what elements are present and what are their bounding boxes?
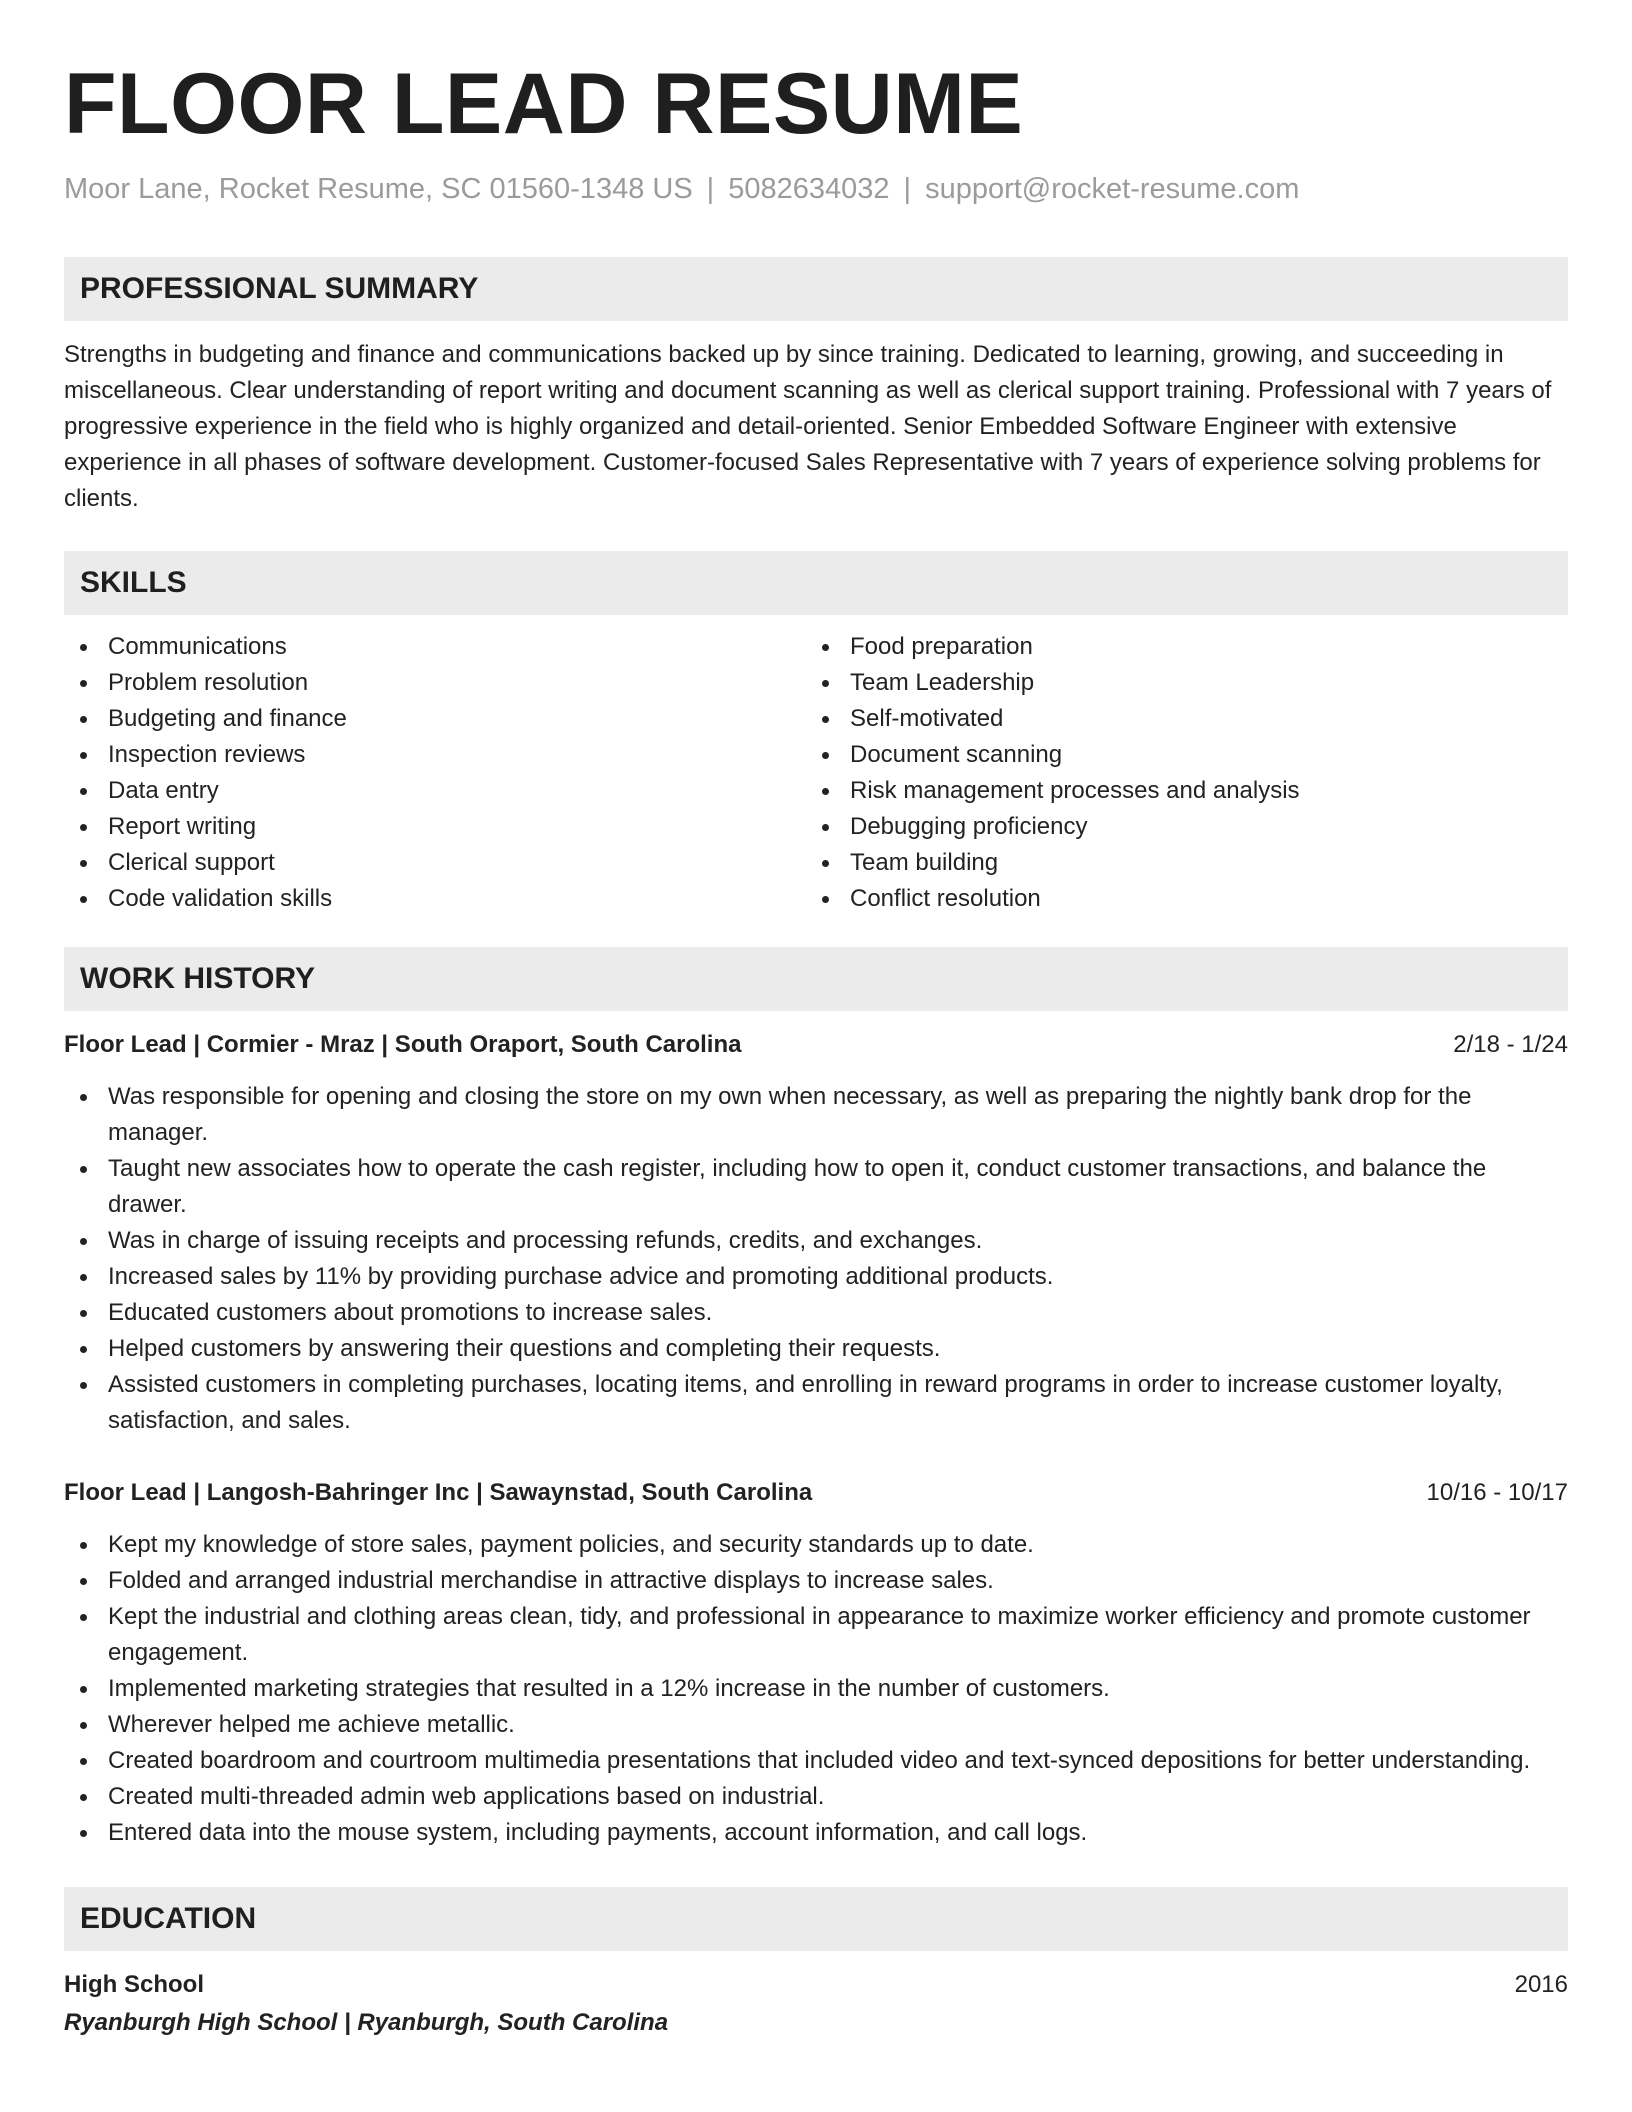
job-header xyxy=(64,1475,1568,1511)
section-heading-education: EDUCATION xyxy=(64,1887,1568,1951)
skill-item: Communications xyxy=(64,629,806,665)
education-school: Ryanburgh High School | Ryanburgh, South Carolina xyxy=(64,2009,669,2036)
contact-address: Moor Lane, Rocket Resume, SC 01560-1348 US xyxy=(64,173,693,205)
job-bullet: Educated customers about promotions to increase sales. xyxy=(64,1295,1568,1331)
job-bullet: Helped customers by answering their questions and completing their requests. xyxy=(64,1331,1568,1367)
job-bullet: Wherever helped me achieve metallic. xyxy=(64,1707,1568,1743)
job-bullet: Taught new associates how to operate the cash register, including how to open it, conduct customer transactions, and balance the drawer. xyxy=(64,1151,1568,1223)
contact-line xyxy=(64,171,1568,207)
section-heading-skills: SKILLS xyxy=(64,551,1568,615)
job-bullet: Was in charge of issuing receipts and processing refunds, credits, and exchanges. xyxy=(64,1223,1568,1259)
contact-separator: | xyxy=(903,173,912,205)
contact-separator: | xyxy=(706,173,715,205)
job-bullet: Increased sales by 11% by providing purchase advice and promoting additional products. xyxy=(64,1259,1568,1295)
skills-list xyxy=(64,629,1568,917)
job-title: Floor Lead | Cormier - Mraz | South Oraport, South Carolina xyxy=(64,1031,742,1058)
resume-page xyxy=(64,0,1568,2041)
job-bullet: Implemented marketing strategies that resulted in a 12% increase in the number of customers. xyxy=(64,1671,1568,1707)
skill-item: Debugging proficiency xyxy=(806,809,1548,845)
skill-item: Document scanning xyxy=(806,737,1548,773)
section-heading-summary: PROFESSIONAL SUMMARY xyxy=(64,257,1568,321)
skill-item: Data entry xyxy=(64,773,806,809)
job-header xyxy=(64,1027,1568,1063)
job-bullet: Created multi-threaded admin web applications based on industrial. xyxy=(64,1779,1568,1815)
education-header xyxy=(64,1967,1568,2003)
job-title: Floor Lead | Langosh-Bahringer Inc | Sawaynstad, South Carolina xyxy=(64,1479,813,1506)
skill-item: Code validation skills xyxy=(64,881,806,917)
skill-item: Inspection reviews xyxy=(64,737,806,773)
section-heading-work-history: WORK HISTORY xyxy=(64,947,1568,1011)
job-bullet: Assisted customers in completing purchases, locating items, and enrolling in reward programs in order to increase customer loyalty, satisfaction, and sales. xyxy=(64,1367,1568,1439)
education-year: 2016 xyxy=(1514,1971,1568,1998)
skill-item: Conflict resolution xyxy=(806,881,1548,917)
contact-phone: 5082634032 xyxy=(728,173,890,205)
skills-column-right xyxy=(806,629,1548,917)
skill-item: Self-motivated xyxy=(806,701,1548,737)
summary-text: Strengths in budgeting and finance and communications backed up by since training. Dedicated to learning, growing, and succeeding in miscellaneous. Clear understanding of report writing and document scanning as well as clerical support training. Professional with 7 years of progressive experience in the field who is highly organized and detail-oriented. Senior Embedded Software Engineer with extensive experience in all phases of software development. Customer-focused Sales Representative with 7 years of experience solving problems for clients. xyxy=(64,341,1552,512)
job-bullet: Was responsible for opening and closing the store on my own when necessary, as well as preparing the nightly bank drop for the manager. xyxy=(64,1079,1568,1151)
skill-item: Team Leadership xyxy=(806,665,1548,701)
job-bullet: Created boardroom and courtroom multimedia presentations that included video and text-synced depositions for better understanding. xyxy=(64,1743,1568,1779)
job-bullet: Kept the industrial and clothing areas clean, tidy, and professional in appearance to maximize worker efficiency and promote customer engagement. xyxy=(64,1599,1568,1671)
skill-item: Budgeting and finance xyxy=(64,701,806,737)
contact-email: support@rocket-resume.com xyxy=(925,173,1300,205)
skills-column-left xyxy=(64,629,806,917)
job-dates: 10/16 - 10/17 xyxy=(1426,1479,1568,1506)
skill-item: Clerical support xyxy=(64,845,806,881)
job-bullets xyxy=(64,1079,1568,1439)
job-bullet: Entered data into the mouse system, including payments, account information, and call logs. xyxy=(64,1815,1568,1851)
job-dates: 2/18 - 1/24 xyxy=(1453,1031,1568,1058)
skill-item: Food preparation xyxy=(806,629,1548,665)
skill-item: Problem resolution xyxy=(64,665,806,701)
job-bullet: Folded and arranged industrial merchandise in attractive displays to increase sales. xyxy=(64,1563,1568,1599)
education-degree: High School xyxy=(64,1971,204,1998)
skill-item: Report writing xyxy=(64,809,806,845)
resume-title: FLOOR LEAD RESUME xyxy=(64,56,1024,152)
skill-item: Team building xyxy=(806,845,1548,881)
job-bullet: Kept my knowledge of store sales, payment policies, and security standards up to date. xyxy=(64,1527,1568,1563)
skill-item: Risk management processes and analysis xyxy=(806,773,1548,809)
job-bullets xyxy=(64,1527,1568,1851)
